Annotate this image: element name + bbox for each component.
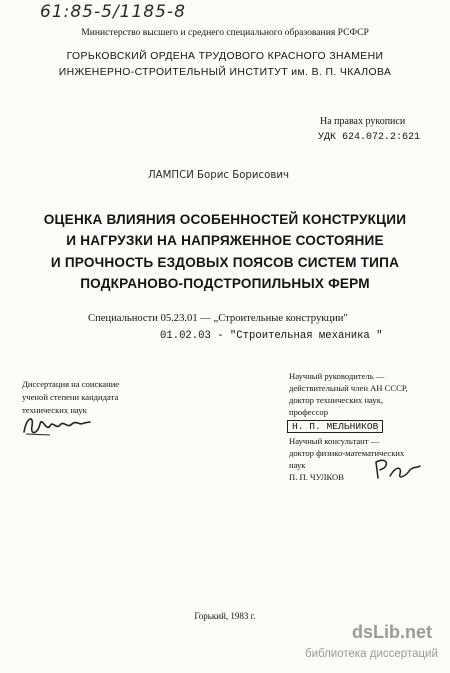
city-year: Горький, 1983 г. <box>194 611 256 621</box>
watermark-site-logo: dsLib.net <box>352 622 432 642</box>
specialty-line-2: 01.02.03 - "Строительная механика " <box>160 330 383 342</box>
supervisor-line-3: доктор технических наук, <box>289 395 384 405</box>
manuscript-rights-label: На правах рукописи <box>320 116 406 127</box>
title-line-4: ПОДКРАНОВО-ПОДСТРОПИЛЬНЫХ ФЕРМ <box>80 276 370 291</box>
consultant-signature-image <box>370 456 422 482</box>
institute-line-1: ГОРЬКОВСКИЙ ОРДЕНА ТРУДОВОГО КРАСНОГО ЗНАМЕНИ <box>66 51 384 62</box>
handwritten-archive-code: 61:85-5/1185-8 <box>40 2 186 22</box>
consultant-name: П. П. ЧУЛКОВ <box>289 472 344 482</box>
supervisor-line-2: действительный член АН СССР, <box>289 383 408 393</box>
title-line-3: И ПРОЧНОСТЬ ЕЗДОВЫХ ПОЯСОВ СИСТЕМ ТИПА <box>50 255 400 270</box>
supervisor-name: Н. П. МЕЛЬНИКОВ <box>287 420 383 433</box>
title-line-2: И НАГРУЗКИ НА НАПРЯЖЕННОЕ СОСТОЯНИЕ <box>66 233 384 248</box>
specialty-line-1: Специальности 05.23.01 — „Строительные конструкции" <box>88 313 348 324</box>
title-line-1: ОЦЕНКА ВЛИЯНИЯ ОСОБЕННОСТЕЙ КОНСТРУКЦИИ <box>43 212 407 227</box>
dissertation-line-2: ученой степени кандидата <box>22 392 119 402</box>
supervisor-line-1: Научный руководитель — <box>289 371 385 381</box>
author-name: ЛАМПСИ Борис Борисович <box>148 170 289 181</box>
dissertation-line-1: Диссертация на соискание <box>22 379 120 389</box>
author-signature-image <box>20 410 92 440</box>
consultant-line-2: доктор физико-математических <box>289 448 405 458</box>
supervisor-line-4: профессор <box>289 407 329 417</box>
institute-line-2: ИНЖЕНЕРНО-СТРОИТЕЛЬНЫЙ ИНСТИТУТ им. В. П. ЧКАЛОВА <box>58 67 392 78</box>
watermark-caption: библиотека диссертаций <box>305 648 438 660</box>
consultant-line-1: Научный консультант — <box>289 436 380 446</box>
ministry-line: Министерство высшего и среднего специального образования РСФСР <box>81 27 369 38</box>
udk-code: УДК 624.072.2:621 <box>318 132 421 143</box>
consultant-line-3: наук <box>289 460 306 470</box>
dissertation-line-3: технических наук <box>22 405 87 415</box>
